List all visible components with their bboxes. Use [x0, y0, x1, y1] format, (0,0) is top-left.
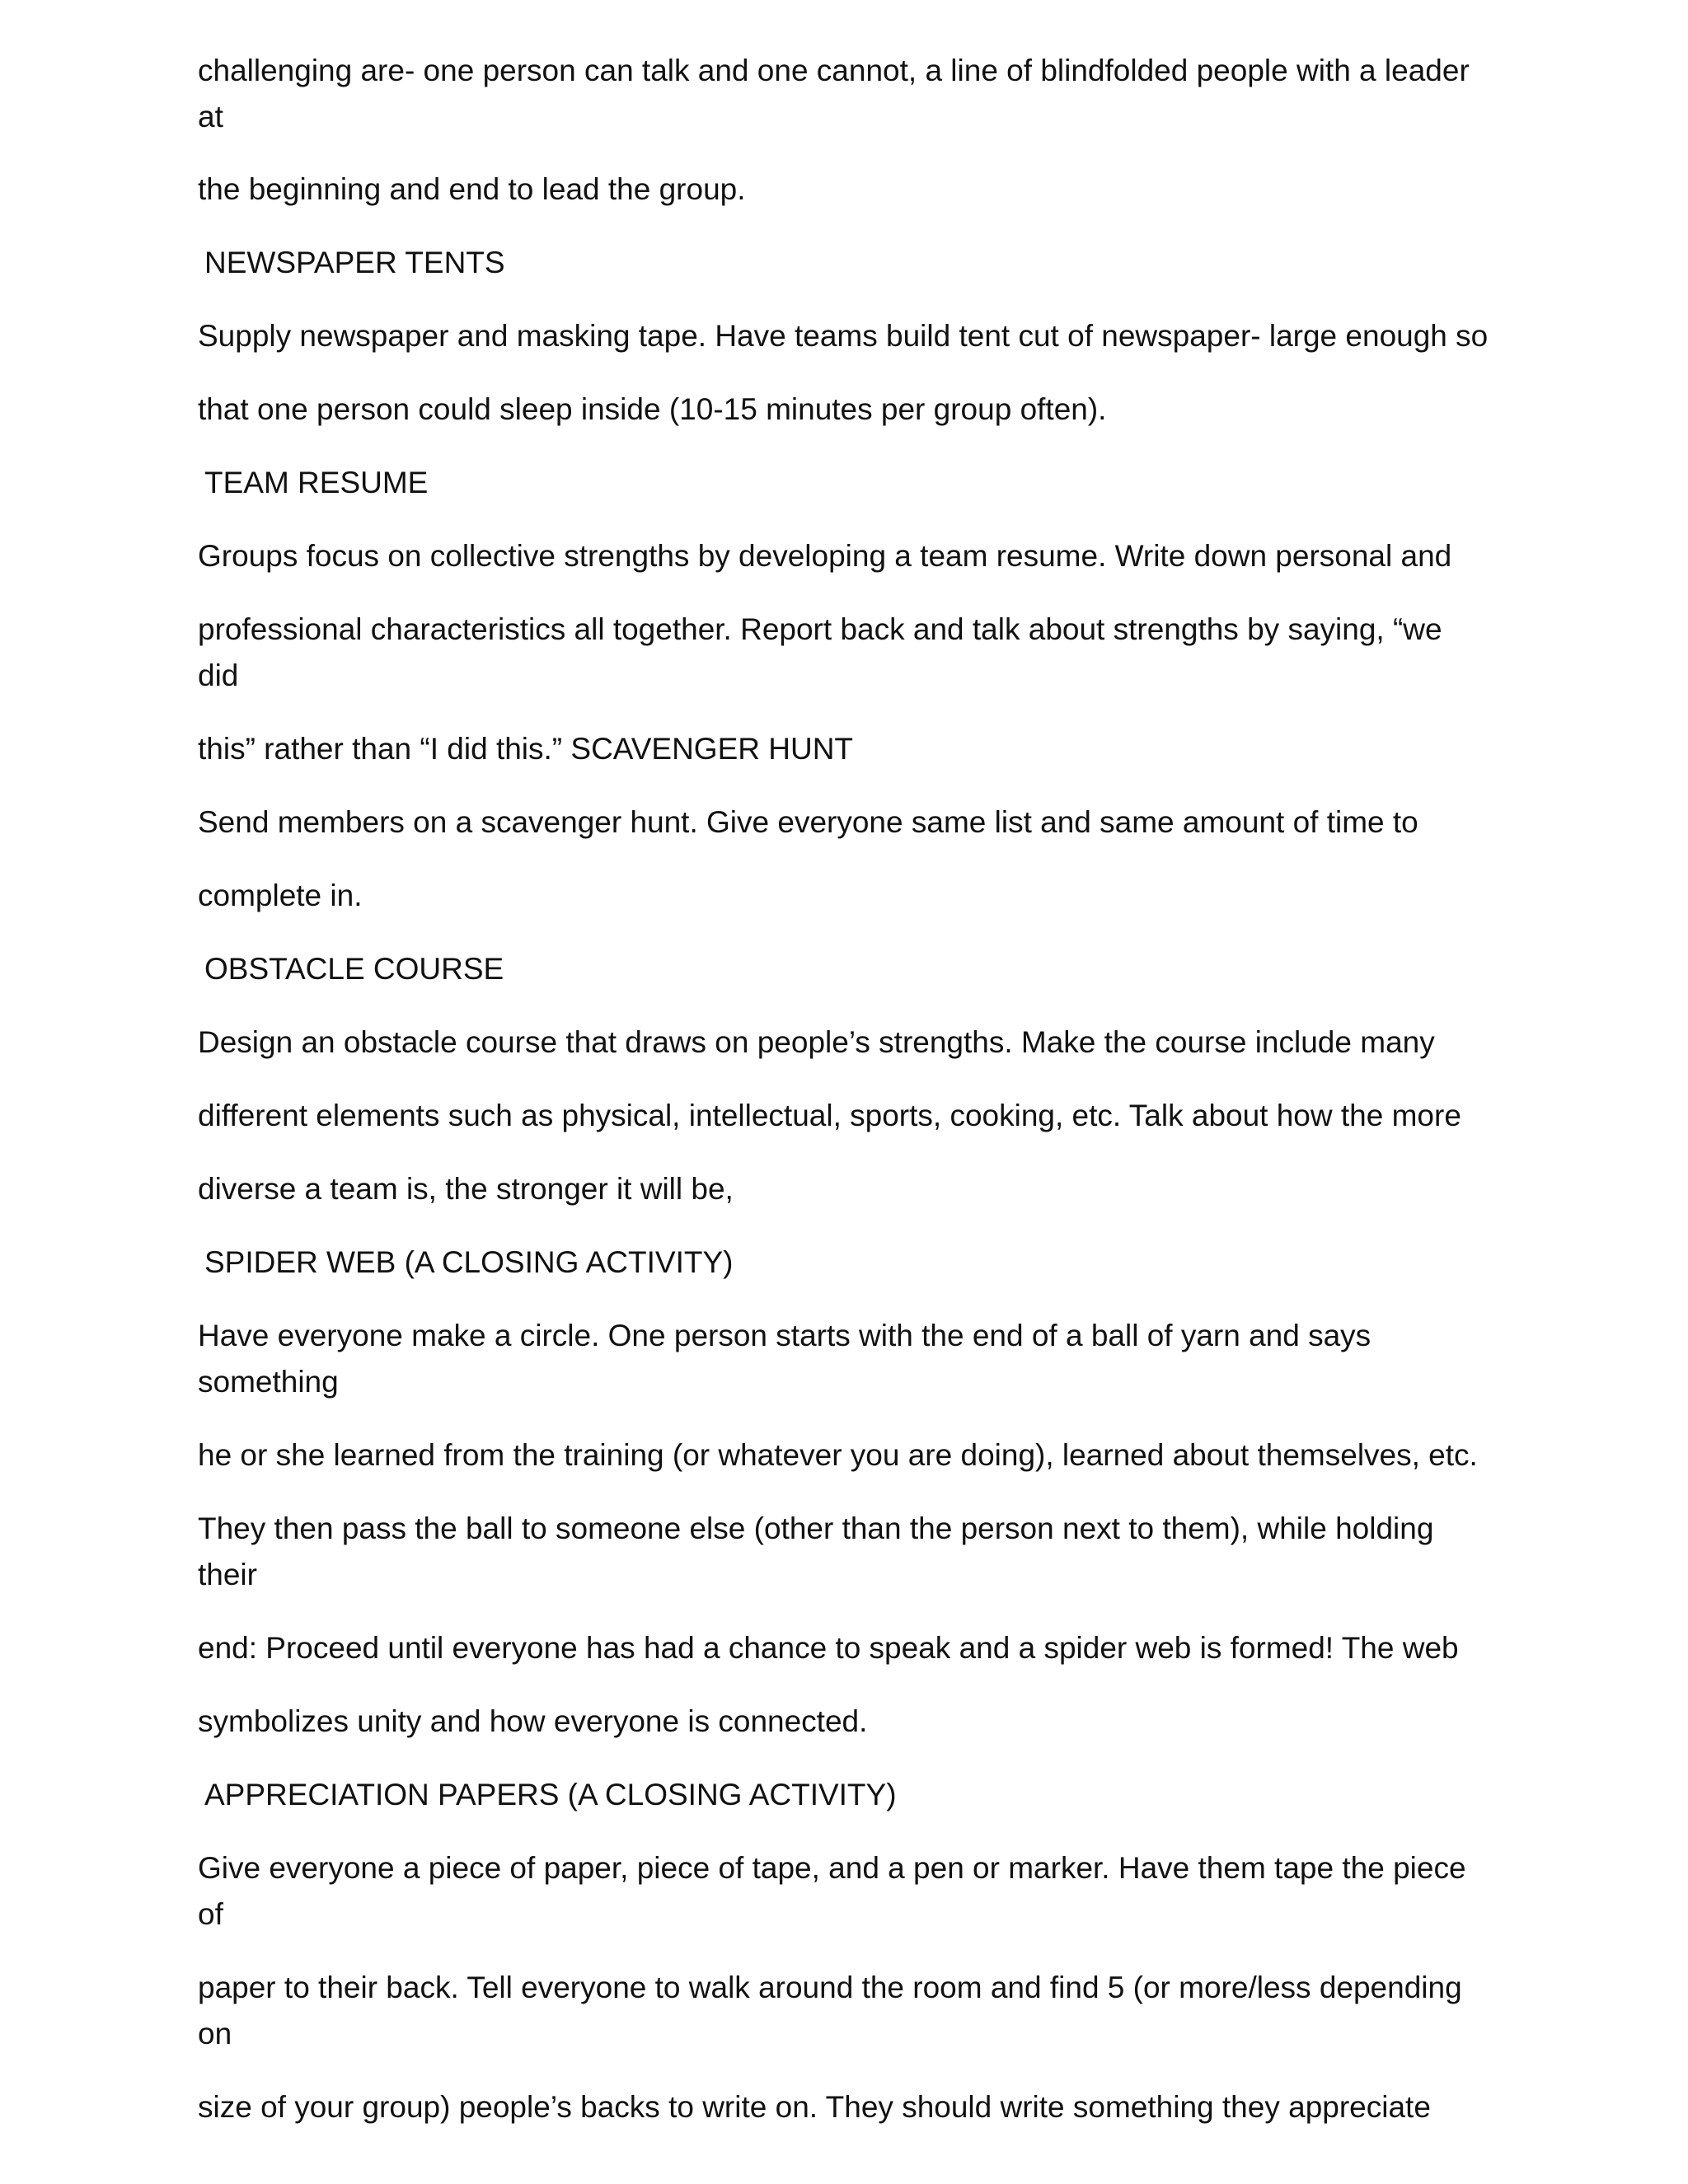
- section-heading-newspaper-tents: NEWSPAPER TENTS: [204, 246, 505, 279]
- body-text-line: Groups focus on collective strengths by developing a team resume. Write down personal and: [198, 539, 1452, 573]
- body-text-line: Send members on a scavenger hunt. Give everyone same list and same amount of time to: [198, 805, 1418, 839]
- body-text-line: symbolizes unity and how everyone is connected.: [198, 1704, 868, 1738]
- body-text-line: something: [198, 1365, 339, 1399]
- body-text-line: complete in.: [198, 879, 363, 912]
- body-text-line: that one person could sleep inside (10-15 minutes per group often).: [198, 392, 1107, 426]
- body-text-line: Design an obstacle course that draws on people’s strengths. Make the course include many: [198, 1025, 1435, 1059]
- body-text-line: challenging are- one person can talk and one cannot, a line of blindfolded people with a leader: [198, 54, 1470, 87]
- section-heading-obstacle-course: OBSTACLE COURSE: [204, 952, 504, 986]
- body-text-line: Supply newspaper and masking tape. Have teams build tent cut of newspaper- large enough so: [198, 319, 1489, 353]
- body-text-line: professional characteristics all together. Report back and talk about strengths by saying, “we: [198, 612, 1442, 646]
- body-text-line: did: [198, 658, 239, 692]
- body-text-line: different elements such as physical, intellectual, sports, cooking, etc. Talk about how the more: [198, 1099, 1461, 1132]
- body-text-line: this” rather than “I did this.” SCAVENGER HUNT: [198, 732, 854, 766]
- body-text-line: diverse a team is, the stronger it will be,: [198, 1172, 734, 1206]
- body-text-line: end: Proceed until everyone has had a chance to speak and a spider web is formed! The web: [198, 1631, 1459, 1665]
- body-text-line: he or she learned from the training (or whatever you are doing), learned about themselves, etc.: [198, 1438, 1478, 1472]
- body-text-line: of: [198, 1897, 223, 1931]
- body-text-line: at: [198, 100, 223, 134]
- body-text-line: on: [198, 2017, 232, 2050]
- section-heading-appreciation-papers: APPRECIATION PAPERS (A CLOSING ACTIVITY): [204, 1778, 897, 1811]
- body-text-line: They then pass the ball to someone else (other than the person next to them), while holding: [198, 1511, 1434, 1545]
- section-heading-spider-web: SPIDER WEB (A CLOSING ACTIVITY): [204, 1245, 734, 1279]
- body-text-line: Have everyone make a circle. One person starts with the end of a ball of yarn and says: [198, 1319, 1372, 1352]
- body-text-line: paper to their back. Tell everyone to walk around the room and find 5 (or more/less depending: [198, 1971, 1462, 2004]
- body-text-line: their: [198, 1558, 257, 1591]
- body-text-line: the beginning and end to lead the group.: [198, 172, 746, 206]
- body-text-line: Give everyone a piece of paper, piece of tape, and a pen or marker. Have them tape the piece: [198, 1851, 1466, 1885]
- body-text-line: size of your group) people’s backs to write on. They should write something they appreciate: [198, 2090, 1431, 2124]
- section-heading-team-resume: TEAM RESUME: [204, 466, 429, 499]
